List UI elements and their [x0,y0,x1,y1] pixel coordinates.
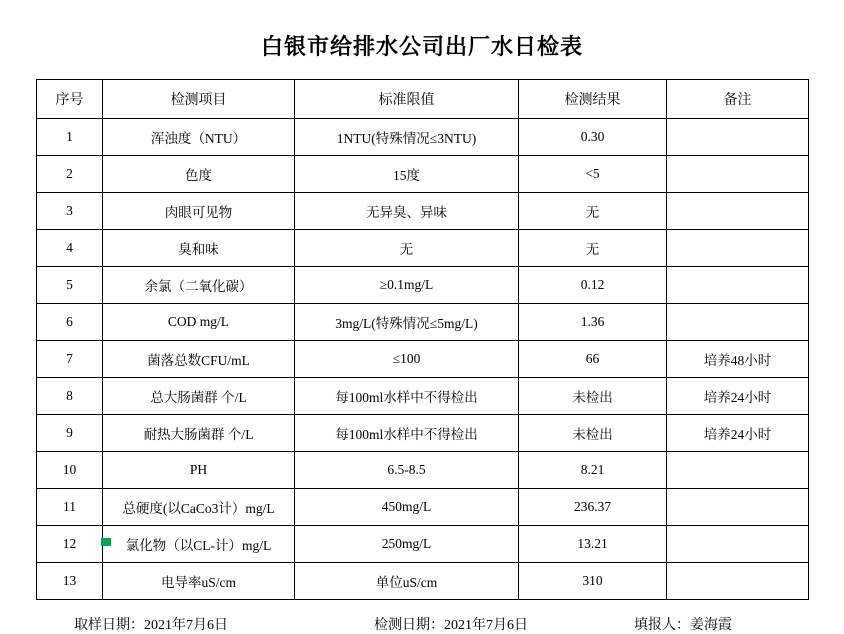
cell-item: COD mg/L [103,304,295,341]
cell-remark: 培养24小时 [667,378,809,415]
cell-remark [667,304,809,341]
cell-result: <5 [519,156,667,193]
cell-remark: 培养24小时 [667,415,809,452]
column-header-item: 检测项目 [103,80,295,119]
column-header-limit: 标准限值 [295,80,519,119]
table-row [37,415,809,452]
report-table-container [0,79,844,600]
cell-item: 菌落总数CFU/mL [103,341,295,378]
table-row [37,526,809,563]
cell-item: 总大肠菌群 个/L [103,378,295,415]
cell-limit: 每100ml水样中不得检出 [295,415,519,452]
cell-no: 7 [37,341,103,378]
cell-no: 2 [37,156,103,193]
cell-item: 色度 [103,156,295,193]
cell-item: 浑浊度（NTU） [103,119,295,156]
cell-item: 氯化物（以CL-计）mg/L [103,526,295,563]
cell-result: 无 [519,230,667,267]
cell-limit: 450mg/L [295,489,519,526]
cell-limit: 无异臭、异味 [295,193,519,230]
cell-no: 12 [37,526,103,563]
cell-remark [667,230,809,267]
cell-remark [667,489,809,526]
cell-limit: ≥0.1mg/L [295,267,519,304]
cell-limit: 1NTU(特殊情况≤3NTU) [295,119,519,156]
column-header-remark: 备注 [667,80,809,119]
cell-limit: 6.5-8.5 [295,452,519,489]
cell-remark [667,452,809,489]
table-row [37,230,809,267]
cell-no: 13 [37,563,103,600]
table-body [37,119,809,600]
cell-remark [667,563,809,600]
reporter-label: 填报人：姜海霞 [634,618,732,633]
cell-limit: 250mg/L [295,526,519,563]
cell-result: 310 [519,563,667,600]
cell-item: 总硬度(以CaCo3计）mg/L [103,489,295,526]
cell-no: 8 [37,378,103,415]
cell-item: 耐热大肠菌群 个/L [103,415,295,452]
table-row [37,267,809,304]
cell-no: 6 [37,304,103,341]
cell-result: 236.37 [519,489,667,526]
cell-limit: 无 [295,230,519,267]
report-footer [0,614,844,634]
cell-result: 1.36 [519,304,667,341]
green-marker [101,538,111,546]
column-header-no: 序号 [37,80,103,119]
cell-limit: 15度 [295,156,519,193]
table-header [37,80,809,119]
table-row [37,378,809,415]
sample-date-label: 取样日期：2021年7月6日 [74,618,228,633]
cell-no: 9 [37,415,103,452]
cell-item: 余氯（二氧化碳） [103,267,295,304]
cell-limit: 单位uS/cm [295,563,519,600]
cell-item: 臭和味 [103,230,295,267]
cell-no: 4 [37,230,103,267]
table-row [37,193,809,230]
column-header-result: 检测结果 [519,80,667,119]
cell-item: 肉眼可见物 [103,193,295,230]
cell-remark [667,156,809,193]
table-row [37,304,809,341]
cell-no: 1 [37,119,103,156]
cell-remark [667,193,809,230]
table-row [37,563,809,600]
cell-no: 3 [37,193,103,230]
cell-item: PH [103,452,295,489]
cell-no: 11 [37,489,103,526]
cell-result: 8.21 [519,452,667,489]
cell-limit: ≤100 [295,341,519,378]
cell-result: 66 [519,341,667,378]
table-row [37,489,809,526]
test-date-label: 检测日期：2021年7月6日 [374,618,528,633]
cell-remark [667,526,809,563]
cell-result: 13.21 [519,526,667,563]
table-row [37,156,809,193]
table-row [37,452,809,489]
cell-remark [667,267,809,304]
page-title: 白银市给排水公司出厂水日检表 [260,34,583,59]
table-row [37,119,809,156]
cell-result: 0.30 [519,119,667,156]
cell-limit: 每100ml水样中不得检出 [295,378,519,415]
cell-result: 未检出 [519,415,667,452]
water-quality-table [36,79,809,600]
table-row [37,341,809,378]
cell-remark: 培养48小时 [667,341,809,378]
table-header-row [37,80,809,119]
cell-limit: 3mg/L(特殊情况≤5mg/L) [295,304,519,341]
cell-no: 10 [37,452,103,489]
cell-no: 5 [37,267,103,304]
cell-remark [667,119,809,156]
cell-result: 未检出 [519,378,667,415]
cell-result: 无 [519,193,667,230]
cell-result: 0.12 [519,267,667,304]
cell-item: 电导率uS/cm [103,563,295,600]
